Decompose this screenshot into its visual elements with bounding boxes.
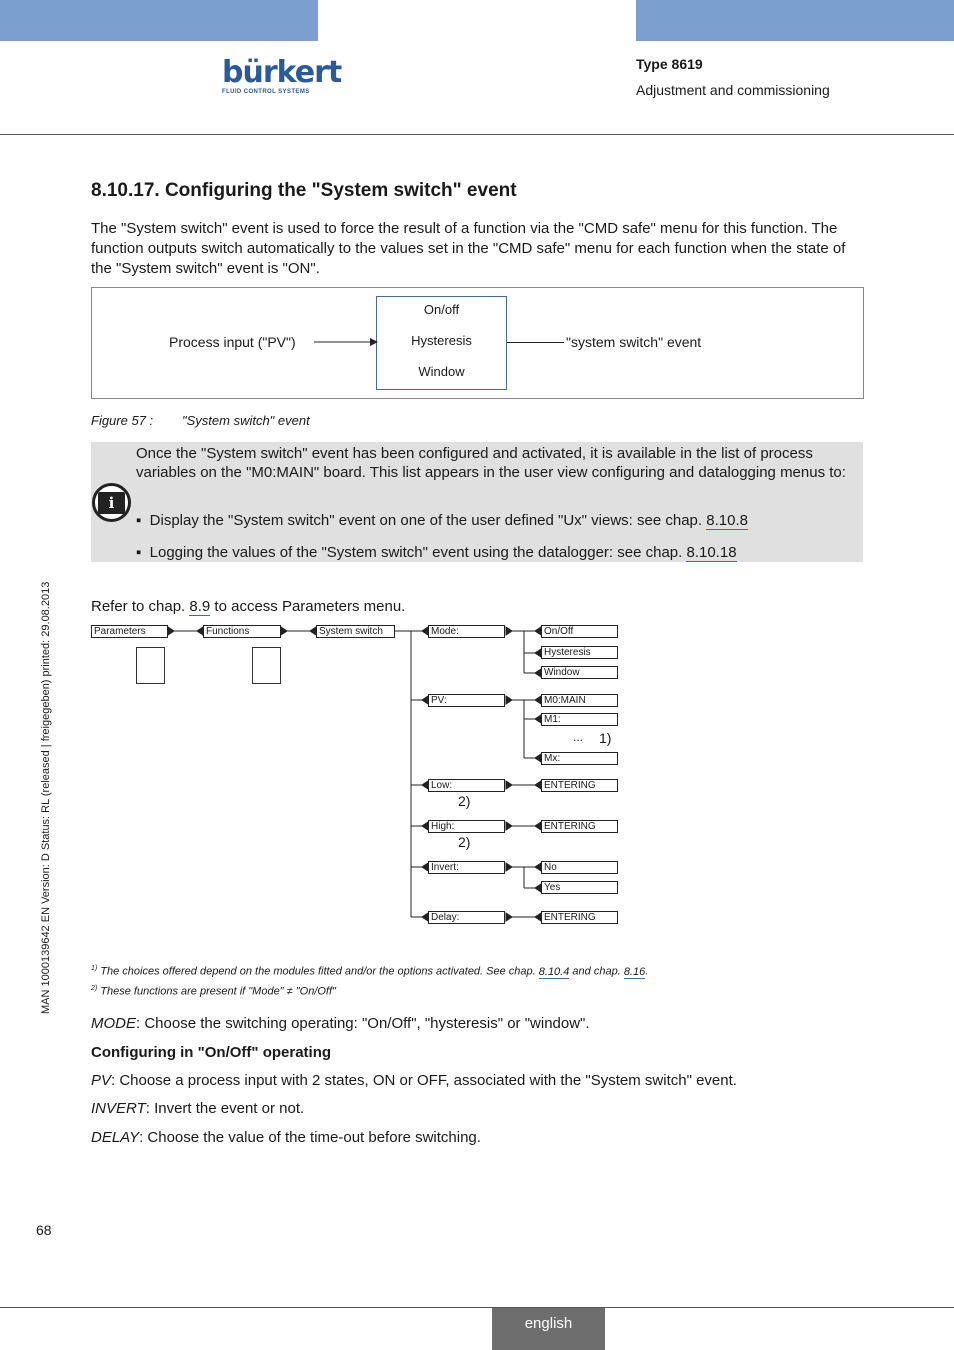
delay-definition: DELAY: Choose the value of the time-out before switching.	[91, 1129, 481, 1146]
pv-ellipsis: ...	[573, 730, 584, 744]
menu-delay[interactable]: Delay:	[428, 911, 505, 924]
link-8-9[interactable]: 8.9	[189, 598, 211, 615]
option-yes[interactable]: Yes	[541, 881, 618, 894]
menu-invert[interactable]: Invert:	[428, 861, 505, 874]
pv-definition: PV: Choose a process input with 2 states, ON or OFF, associated with the "System switch" event.	[91, 1072, 737, 1089]
document-metadata: MAN 1000139642 EN Version: D Status: RL (released | freigegeben) printed: 29.08.2013	[40, 581, 52, 1014]
menu-high[interactable]: High:	[428, 820, 505, 833]
option-delay-entering[interactable]: ENTERING	[541, 911, 618, 924]
menu-pv[interactable]: PV:	[428, 694, 505, 707]
menu-parameters[interactable]: Parameters	[91, 625, 168, 638]
option-m0-main[interactable]: M0:MAIN	[541, 694, 618, 707]
figure-mode-window: Window	[418, 364, 465, 379]
document-icon	[136, 647, 165, 684]
footer-rule	[0, 1307, 954, 1308]
invert-definition: INVERT: Invert the event or not.	[91, 1100, 305, 1117]
page-number: 68	[36, 1222, 52, 1238]
figure-caption-text: "System switch" event	[182, 413, 310, 428]
doc-chapter: Adjustment and commissioning	[636, 82, 830, 98]
menu-low[interactable]: Low:	[428, 779, 505, 792]
option-on-off[interactable]: On/Off	[541, 625, 618, 638]
footnote-ref-2: 2)	[458, 834, 471, 850]
figure-mode-hysteresis: Hysteresis	[411, 333, 472, 348]
language-tab[interactable]: english	[492, 1308, 605, 1350]
option-m1[interactable]: M1:	[541, 713, 618, 726]
note-bullet-2: ▪ Logging the values of the "System switch" event using the datalogger: see chap. 8.10.18	[136, 544, 737, 561]
footnote-ref-2: 2)	[458, 793, 471, 809]
section-title: 8.10.17. Configuring the "System switch" event	[91, 180, 517, 201]
menu-mode[interactable]: Mode:	[428, 625, 505, 638]
footnote-ref-1: 1)	[599, 730, 612, 746]
link-8-16[interactable]: 8.16	[623, 965, 646, 978]
menu-functions[interactable]: Functions	[203, 625, 281, 638]
menu-system-switch[interactable]: System switch	[316, 625, 395, 638]
option-high-entering[interactable]: ENTERING	[541, 820, 618, 833]
link-8-10-8[interactable]: 8.10.8	[706, 512, 748, 529]
figure-mode-onoff: On/off	[423, 302, 460, 317]
note-bullet-1: ▪ Display the "System switch" event on one of the user defined "Ux" views: see chap. 8.10.8	[136, 512, 748, 529]
info-book-icon: i	[92, 483, 131, 522]
footnote-1: $^{1)}$ The choices offered depend on the modules fitted and/or the options activated. See chap. 8.10.4 and chap. 8.16.	[91, 965, 649, 978]
option-hysteresis[interactable]: Hysteresis	[541, 646, 618, 659]
option-window[interactable]: Window	[541, 666, 618, 679]
burkert-logo: bürkert	[222, 55, 342, 90]
link-8-10-18[interactable]: 8.10.18	[686, 544, 737, 561]
figure-caption-num: Figure 57 :	[91, 413, 154, 428]
note-text: Once the "System switch" event has been configured and activated, it is available in the list of process variables on the "M0:MAIN" board. This list appears in the user view configuring and datalogging menus to:	[136, 445, 846, 481]
refer-line: Refer to chap. 8.9 to access Parameters menu.	[91, 598, 406, 615]
option-low-entering[interactable]: ENTERING	[541, 779, 618, 792]
mode-definition: MODE: Choose the switching operating: "On/Off", "hysteresis" or "window".	[91, 1015, 590, 1032]
option-no[interactable]: No	[541, 861, 618, 874]
link-8-10-4[interactable]: 8.10.4	[538, 965, 570, 978]
option-mx[interactable]: Mx:	[541, 752, 618, 765]
intro-paragraph: The "System switch" event is used to force the result of a function via the "CMD safe" menu for this function. The function outputs switch automatically to the values set in the "CMD safe" menu for each function when the state of the "System switch" event is "ON".	[91, 220, 846, 277]
onoff-heading: Configuring in "On/Off" operating	[91, 1044, 332, 1061]
logo-tagline: FLUID CONTROL SYSTEMS	[222, 89, 310, 95]
figure-input-label: Process input ("PV")	[169, 334, 296, 350]
document-icon	[252, 647, 281, 684]
figure-output-label: "system switch" event	[566, 334, 702, 350]
footnote-2: $^{2)}$ These functions are present if "Mode" ≠ "On/Off"	[91, 985, 336, 998]
doc-type: Type 8619	[636, 56, 703, 72]
